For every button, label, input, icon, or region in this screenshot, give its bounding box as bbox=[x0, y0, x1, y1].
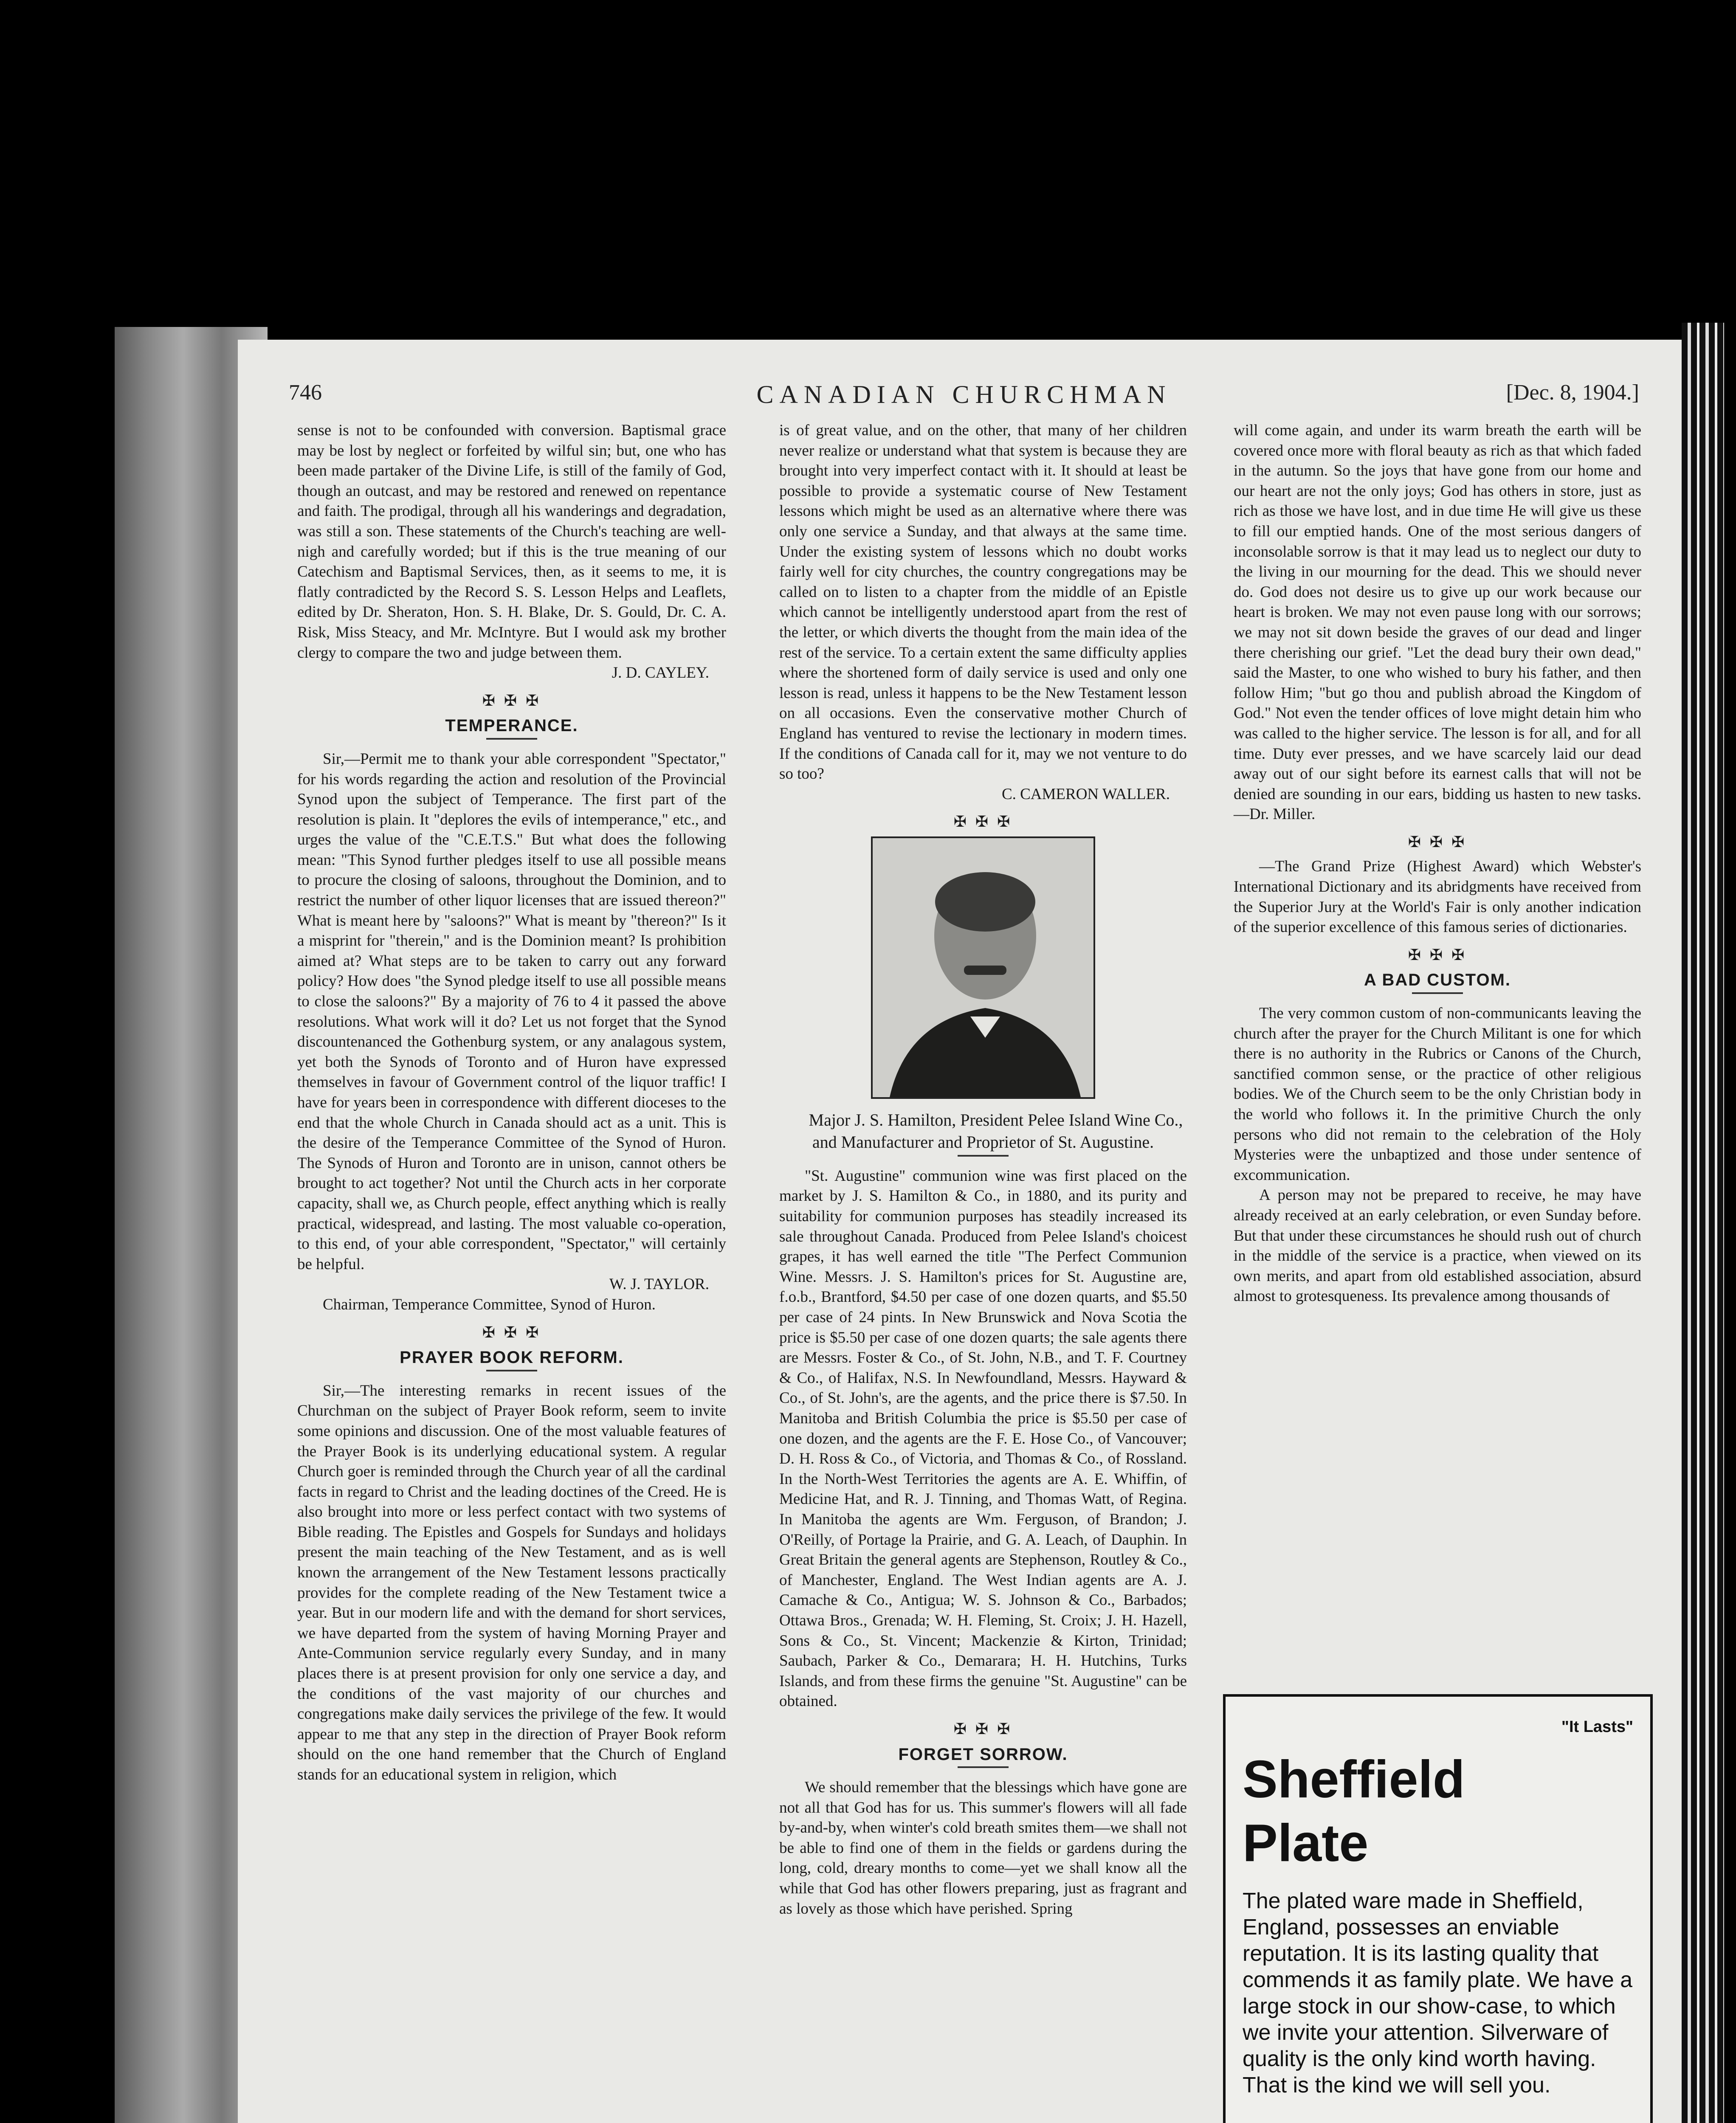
masthead-title: CANADIAN CHURCHMAN bbox=[756, 380, 1172, 408]
sheffield-plate-advertisement bbox=[1223, 1694, 1653, 2123]
grand-prize-notice: —The Grand Prize (Highest Award) which Webster's International Dictionary and its abridgments have received from the Superior Jury at the World's Fair is only another indication of the superior excellence of this famous series of dictionaries. bbox=[1234, 858, 1641, 936]
signature-cayley: J. D. CAYLEY. bbox=[612, 664, 709, 682]
heading-rule bbox=[1412, 992, 1463, 994]
ad-brand-line1: Sheffield bbox=[1243, 1750, 1465, 1809]
ad-copy: The plated ware made in Sheffield, England, possesses an enviable reputation. It is its lasting quality that commends it as family plate. We have a large stock in our show-case, to which we invite your attention. Silverware of quality is the only kind worth having. That is the kind we will sell you. bbox=[1243, 1889, 1633, 2098]
letter-prayer-book-continued: is of great value, and on the other, that many of her children never realize or understand what that system is because they are brought into very imperfect contact with it. It should at least be possible to provide a systematic course of New Testament lessons which might be used as an alternative where there was only one service a Sunday, and that always at the same time. Under the existing system of lessons which no doubt works fairly well for city churches, the country congregations may be called on to listen to a chapter from the middle of an Epistle which cannot be intelligently understood apart from the rest of the letter, or which diverts the thought from the main idea of the rest of the service. To a certain extent the same difficulty applies where the shortened form of daily service is used and only one lesson is read, unless it happens to be the New Testament lesson on all occasions. Even the conservative mother Church of England has ventured to revise the lectionary in modern times. If the conditions of Canada call for it, may we not venture to do so too? bbox=[779, 422, 1187, 783]
ad-brand bbox=[1243, 1748, 1465, 1875]
column-right bbox=[1234, 420, 1641, 1306]
st-augustine-article: "St. Augustine" communion wine was first placed on the market by J. S. Hamilton & Co., in 1880, and its purity and suitability for communion purposes has steadily increased its sale throughout Canada. Produced from Pelee Island's choicest grapes, it has well earned the title "The Perfect Communion Wine. Messrs. J. S. Hamilton's prices for St. Augustine are, f.o.b., Brantford, $4.50 per case of one dozen quarts, and $5.50 per case of 24 pints. In New Brunswick and Nova Scotia the price is $5.50 per case of one dozen quarts; the sale agents there are Messrs. Foster & Co., of St. John, N.B., and T. F. Courtney & Co., of Halifax, N.S. In Newfoundland, Messrs. Hayward & Co., of St. John's, are the agents, and the price there is $7.50. In Manitoba and British Columbia the price is $5.50 per case of one dozen, and the agents are the F. E. Hose Co., of Vancouver; D. H. Ross & Co., of Victoria, and Thomas & Co., of Rossland. In the North-West Territories the agents are A. E. Whiffin, of Medicine Hat, and R. J. Tinning, and Thomas Watt, of Regina. In Manitoba the agents are Wm. Ferguson, of Brandon; J. O'Reilly, of Portage la Prairie, and G. A. Leach, of Dauphin. In Great Britain the general agents are Stephenson, Routley & Co., of Manchester, England. The West Indian agents are A. J. Camache & Co., Antigua; W. S. Johnson & Co., Barbados; Ottawa Bros., Grenada; W. H. Fleming, St. Croix; J. H. Hazell, Sons & Co., St. Vincent; Mackenzie & Kirton, Trinidad; Saubach, Parker & Co., Demarara; H. H. Hutchins, Turks Islands, and from these firms the genuine "St. Augustine" can be obtained. bbox=[779, 1167, 1187, 1710]
ad-brand-line2: Plate bbox=[1243, 1814, 1369, 1872]
column-left bbox=[297, 420, 726, 1785]
section-ornament: ✠ ✠ ✠ bbox=[1408, 946, 1467, 963]
book-right-edge bbox=[1682, 323, 1724, 2123]
forget-sorrow-continued: will come again, and under its warm breath the earth will be covered once more with floral beauty as rich as that which faded in the autumn. So the joys that have gone from our home and our heart are not the only joys; God has others in store, just as rich as those we have lost, and in due time He will give us these to fill our emptied hands. One of the most serious dangers of inconsolable sorrow is that it may lead us to neglect our duty to the living in our mourning for the dead. This we should never do. God does not desire us to give up our work because our heart is broken. We may not even pause long with our sorrows; we may not sit down beside the graves of our dead and linger there cherishing our grief. "Let the dead bury their own dead," said the Master, to one who wished to bury his father, and then follow Him; "but go thou and publish abroad the Kingdom of God." Not even the tender offices of love might detain him who was called to the higher service. The lesson is for all, and for all time. Duty ever presses, and we have scarcely laid our dead away out of our sight before its earnest calls that will not be denied are sounding in our ears, bidding us hasten to new tasks.—Dr. Miller. bbox=[1234, 422, 1641, 823]
letter-prayer-book-text: Sir,—The interesting remarks in recent issues of the Churchman on the subject of Prayer Book reform, seem to invite some opinions and discussion. One of the most valuable features of the Prayer Book is its underlying educational system. A regular Church goer is reminded through the Church year of all the cardinal facts in regard to Christ and the leading doctines of the Creed. He is also brought into more or less perfect contact with two systems of Bible reading. The Epistles and Gospels for Sundays and holidays present the main teaching of the New Testament, and as is well known the arrangement of the New Testament lessons practically provides for the complete reading of the New Testament twice a year. But in our modern life and with the demand for short services, we have departed from the system of having Morning Prayer and Ante-Communion service regularly every Sunday, and in many places there is at present provision for only one service a day, and the conditions of the vast majority of our churches and congregations make daily services the privilege of the few. It would appear to me that any step in the direction of Prayer Book reform should on the one hand remember that the Church of England stands for an educational system in religion, which bbox=[297, 1382, 726, 1783]
signature-taylor-title: Chairman, Temperance Committee, Synod of Huron. bbox=[323, 1295, 656, 1313]
section-ornament: ✠ ✠ ✠ bbox=[953, 1720, 1013, 1737]
heading-temperance: TEMPERANCE. bbox=[445, 716, 578, 735]
caption-rule bbox=[958, 1155, 1009, 1157]
portrait-photo bbox=[871, 836, 1095, 1099]
heading-rule bbox=[958, 1766, 1009, 1768]
letter-temperance-text: Sir,—Permit me to thank your able correspondent "Spectator," for his words regarding the action and resolution of the Provincial Synod upon the subject of Temperance. The first part of the resolution is plain. It "deplores the evils of intemperance," etc., and urges the value of the "C.E.T.S." But what does the following mean: "This Synod further pledges itself to use all possible means to procure the closing of saloons, throughout the Dominion, and to restrict the number of other liquor licenses that are issued thereon?" What is meant here by "saloons?" What is meant by "thereon?" Is it a misprint for "therein," and is the Dominion meant? Is prohibition aimed at? What steps are to be taken to carry out any forward policy? How does "the Synod pledge itself to use all possible means to close the saloons?" By a majority of 76 to 4 it passed the above resolutions. What work will it do? Let us not forget that the Synod discountenanced the Gothenburg system, or any analagous system, yet both the Synods of Toronto and of Huron have expressed themselves in favour of Government control of the liquor traffic! I have for years been in correspondence with different dioceses to the end that the whole Church in Canada should act as a unit. This is the desire of the Temperance Committee of the Synod of Huron. The Synods of Huron and Toronto are in unison, cannot others be brought to act together? Not until the Church acts in her corporate capacity, shall we, as Church people, effect anything which is really practical, widespread, and lasting. The most valuable co-operation, to this end, of your able correspondent, "Spectator," will certainly be helpful. bbox=[297, 750, 726, 1273]
heading-bad-custom: A BAD CUSTOM. bbox=[1364, 971, 1511, 990]
section-ornament: ✠ ✠ ✠ bbox=[1408, 833, 1467, 850]
section-ornament: ✠ ✠ ✠ bbox=[953, 813, 1013, 831]
letter-cayley-text: sense is not to be confounded with conversion. Baptismal grace may be lost by neglect or forfeited by wilful sin; but, one who has been made partaker of the Divine Life, is still of the family of God, though an outcast, and may be restored and renewed on repentance and faith. The prodigal, through all his wanderings and degradation, was still a son. These statements of the Church's teaching are well-nigh and carefully worded; but if this is the true meaning of our Catechism and Baptismal Services, then, as it seems to me, it is flatly contradicted by the Record S. S. Lesson Helps and Leaflets, edited by Dr. Sheraton, Hon. S. H. Blake, Dr. S. Gould, Dr. C. A. Risk, Miss Steacy, and Mr. McIntyre. But I would ask my brother clergy to compare the two and judge between them. bbox=[297, 422, 726, 662]
page-number: 746 bbox=[289, 380, 322, 405]
bad-custom-text-1: The very common custom of non-communicants leaving the church after the prayer for the Church Militant is one for which there is no authority in the Rubrics or Canons of the Church, sanctified common sense, or the practice of other religious bodies. We of the Church seem to be the only Christian body in the world who follows it. In the primitive Church the only persons who did not remain to the celebration of the Holy Mysteries were the unbaptized and those under sentence of excommunication. bbox=[1234, 1005, 1641, 1184]
heading-rule bbox=[486, 738, 537, 740]
section-ornament: ✠ ✠ ✠ bbox=[482, 692, 541, 709]
forget-sorrow-text: We should remember that the blessings which have gone are not all that God has for us. This summer's flowers will all fade by-and-by, when winter's cold breath smites them—we shall not be able to find one of them in the fields or gardens during the long, cold, dreary months to come—yet we shall know all the while that God has other flowers preparing, just as fragrant and as lovely as those which have perished. Spring bbox=[779, 1779, 1187, 1917]
heading-rule bbox=[486, 1370, 537, 1371]
signature-waller: C. CAMERON WALLER. bbox=[1001, 785, 1170, 803]
portrait-caption: Major J. S. Hamilton, President Pelee Island Wine Co., and Manufacturer and Proprietor of St. Augustine. bbox=[809, 1110, 1183, 1152]
ad-tagline: "It Lasts" bbox=[1561, 1718, 1633, 1736]
bad-custom-text-2: A person may not be prepared to receive, he may have already received at an early celebration, or even Sunday before. But that under these circumstances he should rush out of church in the middle of the service is a practice, when viewed on its own merits, and apart from old established association, absurd almost to grotesqueness. Its prevalence among thousands of bbox=[1234, 1186, 1641, 1305]
page-header bbox=[289, 380, 1639, 408]
issue-date: [Dec. 8, 1904.] bbox=[1506, 380, 1639, 405]
portrait-figure-icon bbox=[873, 838, 1093, 1097]
column-middle bbox=[779, 420, 1187, 1919]
section-ornament: ✠ ✠ ✠ bbox=[482, 1323, 541, 1341]
heading-forget-sorrow: FORGET SORROW. bbox=[898, 1745, 1068, 1764]
signature-taylor: W. J. TAYLOR. bbox=[609, 1275, 709, 1293]
heading-prayer-book-reform: PRAYER BOOK REFORM. bbox=[400, 1348, 624, 1367]
